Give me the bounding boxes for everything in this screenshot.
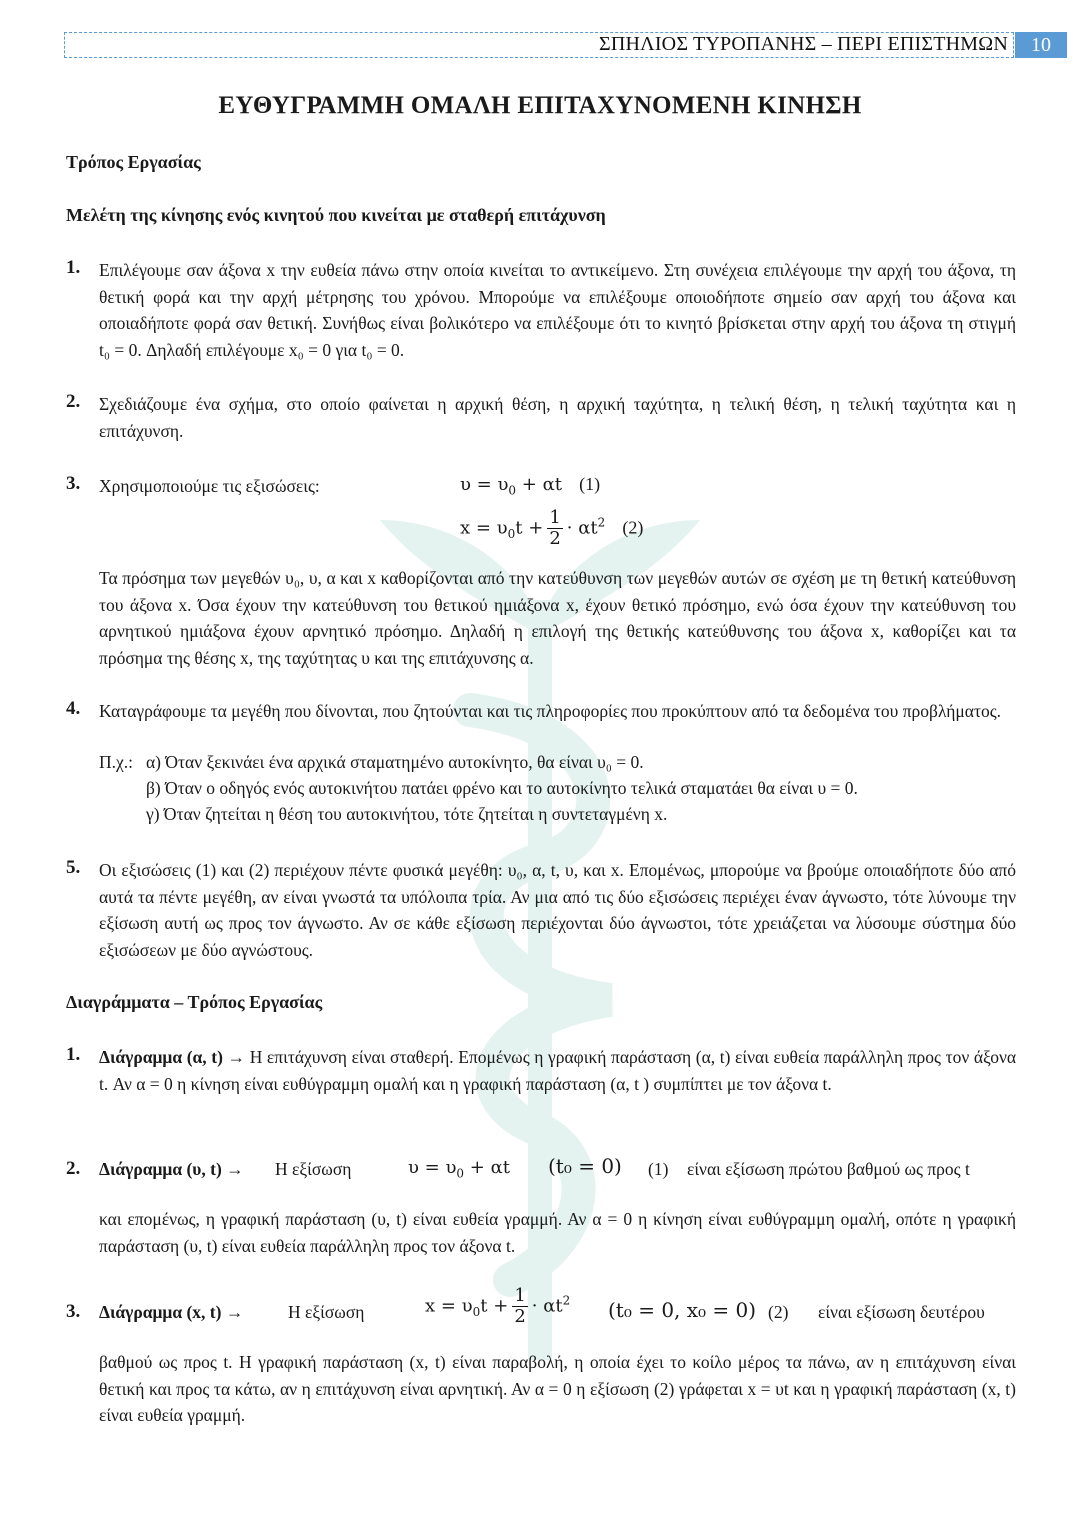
example-c: γ) Όταν ζητείται η θέση του αυτοκινήτου, τότε ζητείται η συντεταγμένη x. (146, 804, 668, 824)
equation-tail: είναι εξίσωση πρώτου βαθμού ως προς t (687, 1159, 970, 1179)
equation-velocity-inline: $\upsilon = \upsilon_0 + \alpha t$ (408, 1157, 510, 1181)
item-number: 3. (66, 473, 81, 494)
item-text: βαθμού ως προς t. Η γραφική παράσταση (x, t) είναι παραβολή, η οποία έχει το κοίλο μέρος τα πάνω, αν η επιτάχυνση είναι θετική και προς τα κάτω, αν η επιτάχυνση είναι αρνητική. Αν α = 0 η εξίσωση (2) γράφεται x = υt και η γραφική παράσταση (x, t) είναι ευθεία γραμμή. (99, 1352, 1016, 1425)
item-text: Σχεδιάζουμε ένα σχήμα, στο οποίο φαίνεται η αρχική θέση, η αρχική ταχύτητα, η τελική θέση, η τελική ταχύτητα και η επιτάχυνση. (99, 394, 1016, 441)
equation-velocity: $\upsilon = \upsilon_0 + \alpha t$ (1) (460, 474, 601, 498)
equation-position-inline: $x = \upsilon_0t$ + $\frac{1}{2}$ · $\alpha t^2$ (425, 1285, 571, 1327)
example-a: α) Όταν ξεκινάει ένα αρχικά σταματημένο αυτοκίνητο, θα είναι υ₀ = 0. (146, 752, 644, 772)
item-number: 5. (66, 857, 81, 878)
diagram-item-3-body (66, 1349, 1016, 1429)
item-number: 3. (66, 1301, 81, 1322)
diagram-item-1 (66, 1044, 1016, 1097)
equation-tag: (1) (648, 1159, 669, 1179)
equation-lead: Η εξίσωση (288, 1302, 365, 1322)
list-item-2 (66, 391, 1016, 444)
equation-condition: (t₀ = 0) (548, 1154, 622, 1178)
item-text: Η επιτάχυνση είναι σταθερή. Επομένως η γραφική παράσταση (α, t) είναι ευθεία παράλληλη προς τον άξονα t. Αν α = 0 η κίνηση είναι ευθύγραμμη ομαλή και η γραφική παράσταση (α, t ) συμπίπτει με τον άξονα t. (99, 1047, 1017, 1094)
item-number: 1. (66, 1044, 81, 1065)
item-number: 2. (66, 1158, 81, 1179)
equation-tag: (2) (768, 1302, 789, 1322)
diagram-label: Διάγραμμα (x, t) → (99, 1302, 244, 1322)
section-heading-diagrams: Διαγράμματα – Τρόπος Εργασίας (66, 992, 323, 1012)
item-text: Τα πρόσημα των μεγεθών υ₀, υ, α και x καθορίζονται από την κατεύθυνση των μεγεθών αυτών σε σχέση με τη θετική κατεύθυνση του άξονα x. Όσα έχουν την κατεύθυνση του θετικού ημιάξονα x, έχουν θετικό πρόσημο, ενώ όσα έχουν την κατεύθυνση του αρνητικού ημιάξονα έχουν αρνητικό πρόσημο. Δηλαδή η επιλογή της θετικής κατεύθυνσης του άξονα x, καθορίζει και τα πρόσημα της θέσης x, της ταχύτητας υ και της επιτάχυνσης α. (99, 568, 1016, 668)
item-text: Επιλέγουμε σαν άξονα x την ευθεία πάνω στην οποία κινείται το αντικείμενο. Στη συνέχεια επιλέγουμε την αρχή του άξονα, τη θετική φορά και την αρχή μέτρησης του χρόνου. Μπορούμε να επιλέξουμε οποιοδήποτε σημείο σαν αρχή του άξονα και οποιαδήποτε φορά σαν θετική. Συνήθως είναι βολικότερο να επιλέξουμε ότι το κινητό βρίσκεται στην αρχή του άξονα τη στιγμή t₀ = 0. Δηλαδή επιλέγουμε x₀ = 0 για t₀ = 0. (99, 260, 1016, 360)
list-item-5 (66, 857, 1016, 963)
page-number: 10 (1015, 32, 1067, 58)
equation-tail: είναι εξίσωση δευτέρου (818, 1302, 985, 1322)
running-title: ΣΠΗΛΙΟΣ ΤΥΡΟΠΑΝΗΣ – ΠΕΡΙ ΕΠΙΣΤΗΜΩΝ (598, 33, 1008, 55)
example-b: β) Όταν ο οδηγός ενός αυτοκινήτου πατάει φρένο και το αυτοκίνητο τελικά σταματάει θα είναι υ = 0. (146, 778, 858, 798)
item-number: 1. (66, 257, 81, 278)
item-text: και επομένως, η γραφική παράσταση (υ, t) είναι ευθεία γραμμή. Αν α = 0 η κίνηση είναι ευθύγραμμη ομαλή, οπότε η γραφική παράσταση (υ, t) είναι ευθεία παράλληλη προς τον άξονα t. (99, 1209, 1016, 1256)
item-text: Οι εξισώσεις (1) και (2) περιέχουν πέντε φυσικά μεγέθη: υ₀, α, t, υ, και x. Επομένως, μπορούμε να βρούμε οποιαδήποτε δύο από αυτά τα πέντε μεγέθη, αν είναι γνωστά τα υπόλοιπα τρία. Αν μια από τις δύο εξισώσεις περιέχει έναν άγνωστο, τότε λύνουμε την εξίσωση αυτή ως προς τον άγνωστο. Αν σε κάθε εξίσωση περιέχονται δύο άγνωστοι, τότε χρειάζεται να λύσουμε σύστημα δύο εξισώσεων με δύο αγνώστους. (99, 860, 1016, 960)
item-number: 4. (66, 698, 81, 719)
equation-lead: Η εξίσωση (275, 1159, 352, 1179)
section-heading-method: Τρόπος Εργασίας (66, 152, 201, 172)
item-text: Καταγράφουμε τα μεγέθη που δίνονται, που ζητούνται και τις πληροφορίες που προκύπτουν από τα δεδομένα του προβλήματος. (99, 701, 1002, 721)
list-item-3-body (66, 565, 1016, 671)
section-subheading: Μελέτη της κίνησης ενός κινητού που κινείται με σταθερή επιτάχυνση (66, 205, 606, 225)
item-intro: Χρησιμοποιούμε τις εξισώσεις: (99, 476, 320, 496)
item-number: 2. (66, 391, 81, 412)
list-item-1 (66, 257, 1016, 363)
page-title: ΕΥΘΥΓΡΑΜΜΗ ΟΜΑΛΗ ΕΠΙΤΑΧΥΝΟΜΕΝΗ ΚΙΝΗΣΗ (218, 92, 862, 119)
list-item-4 (66, 698, 1016, 725)
diagram-label: Διάγραμμα (υ, t) → (99, 1159, 244, 1179)
diagram-item-2-body (66, 1206, 1016, 1259)
equation-position: $x = \upsilon_0t$ + $\frac{1}{2}$ · $\alpha t^2$ (2) (460, 507, 644, 549)
example-label: Π.χ.: (99, 752, 134, 772)
equation-condition: (t₀ = 0, x₀ = 0) (608, 1298, 757, 1322)
diagram-label: Διάγραμμα (α, t) → (99, 1047, 246, 1067)
